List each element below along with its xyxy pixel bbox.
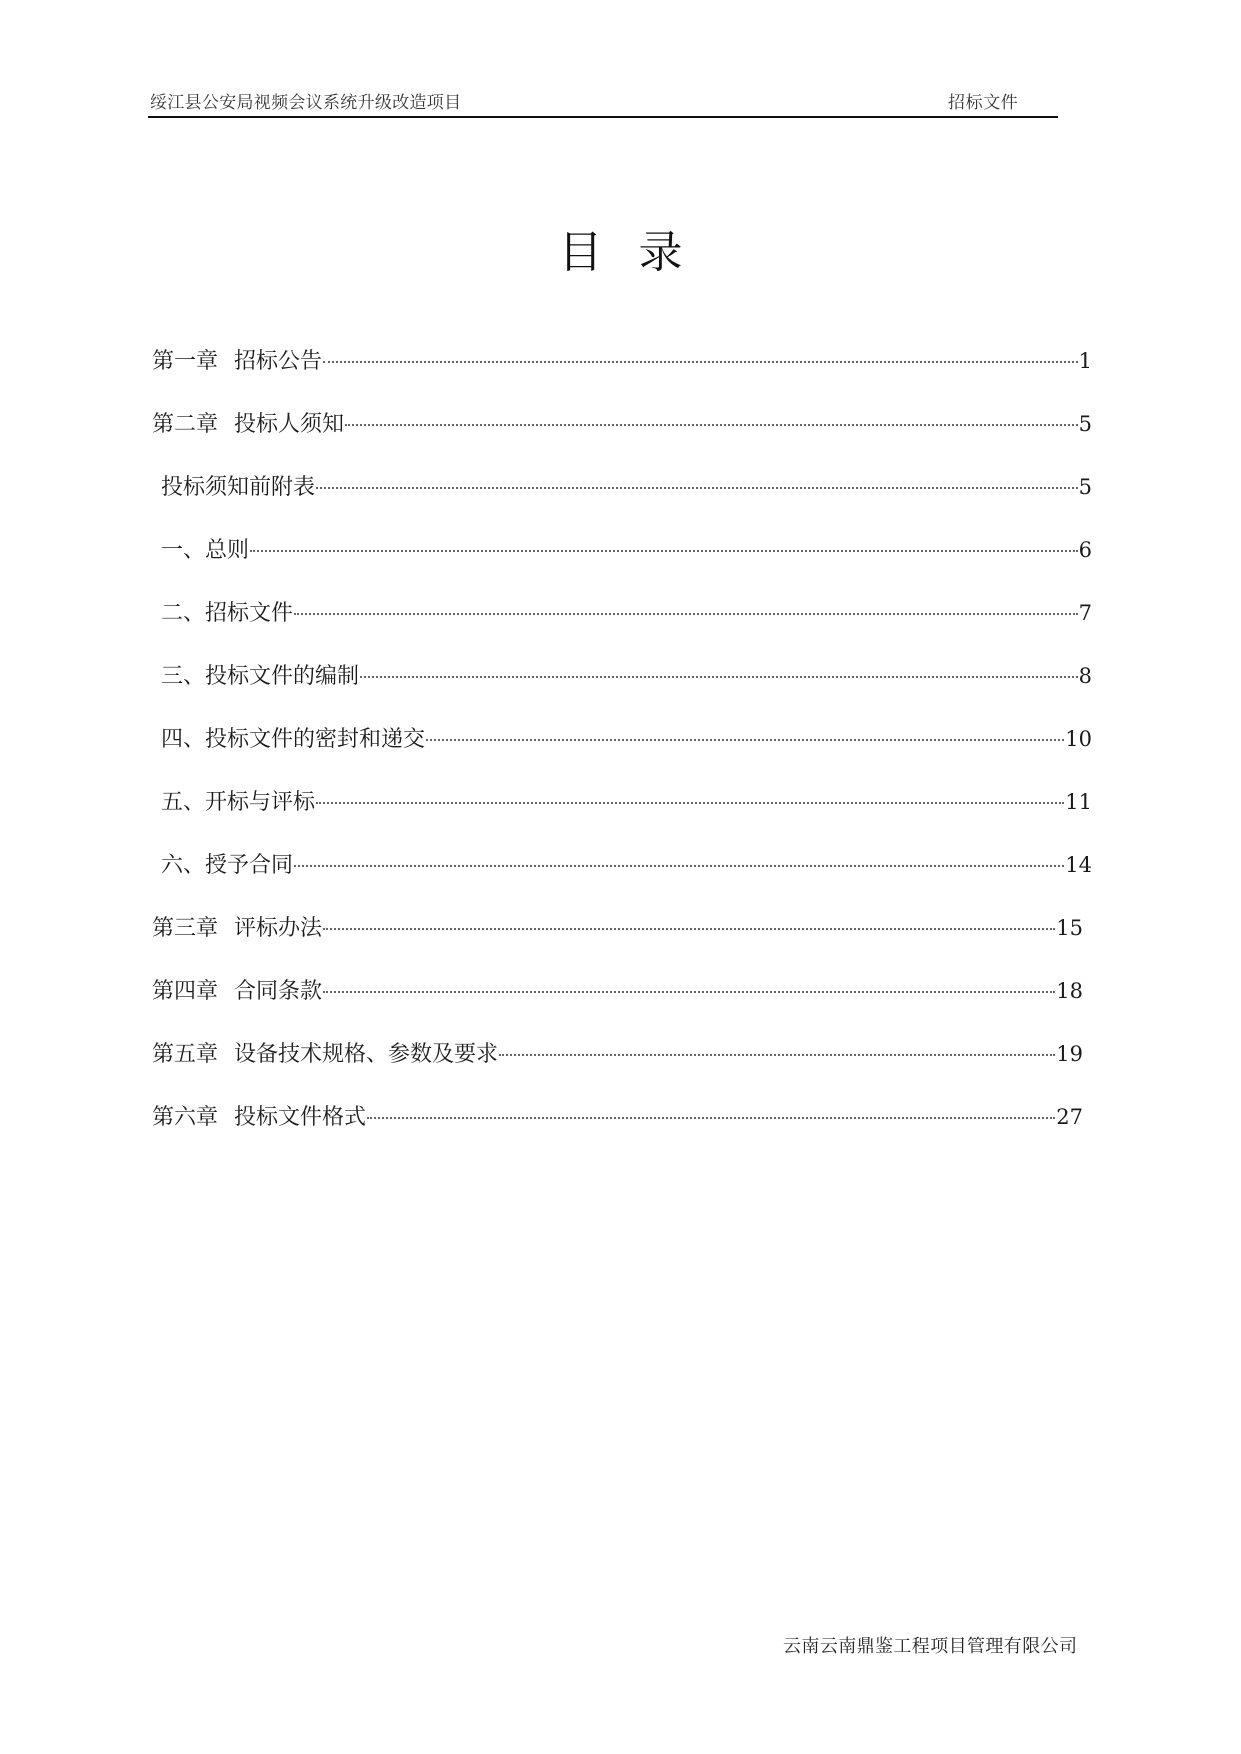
toc-page-number: 1 xyxy=(1078,349,1092,373)
dot-leader xyxy=(323,361,1078,363)
toc-item-label: 三、投标文件的编制 xyxy=(161,664,360,689)
toc-page-number: 5 xyxy=(1078,475,1092,499)
toc-item-bid-preparation[interactable] xyxy=(152,659,1092,722)
toc-chapter-number: 第三章 xyxy=(152,916,219,941)
toc-page-number: 6 xyxy=(1078,538,1092,562)
dot-leader xyxy=(294,613,1078,615)
toc-item-text xyxy=(152,911,322,942)
toc-page-number: 14 xyxy=(1065,853,1092,877)
toc-item-label: 投标须知前附表 xyxy=(161,475,316,500)
toc-item-label: 四、投标文件的密封和递交 xyxy=(161,727,426,752)
toc-item-text xyxy=(152,1037,498,1068)
toc-item-opening-evaluation[interactable] xyxy=(152,785,1092,848)
footer-company-name: 云南云南鼎鉴工程项目管理有限公司 xyxy=(783,1636,1078,1657)
dot-leader xyxy=(323,991,1055,993)
dot-leader xyxy=(294,865,1064,867)
toc-item-text xyxy=(152,1100,366,1131)
toc-item-text xyxy=(152,407,344,438)
toc-chapter-number: 第五章 xyxy=(152,1042,219,1067)
toc-page-number: 18 xyxy=(1056,979,1083,1003)
header-document-type: 招标文件 xyxy=(948,93,1019,113)
toc-page-number: 8 xyxy=(1078,664,1092,688)
dot-leader xyxy=(316,487,1078,489)
toc-page-number: 27 xyxy=(1056,1105,1083,1129)
toc-item-sealing-submission[interactable] xyxy=(152,722,1092,785)
toc-item-tender-docs[interactable] xyxy=(152,596,1092,659)
dot-leader xyxy=(323,928,1055,930)
toc-item-chapter-4[interactable] xyxy=(152,974,1083,1037)
toc-title: 目录 xyxy=(558,227,719,278)
dot-leader xyxy=(345,424,1078,426)
toc-item-chapter-6[interactable] xyxy=(152,1100,1083,1163)
toc-item-front-table[interactable] xyxy=(152,470,1092,533)
dot-leader xyxy=(316,802,1064,804)
toc-page-number: 15 xyxy=(1056,916,1083,940)
toc-item-label: 一、总则 xyxy=(161,538,250,563)
dot-leader xyxy=(426,739,1064,741)
toc-item-label: 合同条款 xyxy=(234,979,323,1004)
toc-chapter-number: 第四章 xyxy=(152,979,219,1004)
page-header xyxy=(148,86,1058,118)
toc-item-label: 六、授予合同 xyxy=(161,853,294,878)
toc-page-number: 7 xyxy=(1078,601,1092,625)
toc-item-label: 设备技术规格、参数及要求 xyxy=(234,1042,499,1067)
toc-page-number: 10 xyxy=(1065,727,1092,751)
toc-item-text xyxy=(152,974,322,1005)
header-project-name: 绥江县公安局视频会议系统升级改造项目 xyxy=(150,93,462,113)
toc-item-chapter-1[interactable] xyxy=(152,344,1092,407)
toc-item-chapter-2[interactable] xyxy=(152,407,1092,470)
toc-page-number: 5 xyxy=(1078,412,1092,436)
toc-item-general[interactable] xyxy=(152,533,1092,596)
toc-item-label: 招标公告 xyxy=(234,349,323,374)
toc-chapter-number: 第六章 xyxy=(152,1105,219,1130)
toc-chapter-number: 第二章 xyxy=(152,412,219,437)
toc-item-label: 投标人须知 xyxy=(234,412,345,437)
dot-leader xyxy=(360,676,1078,678)
table-of-contents xyxy=(152,344,1092,1163)
toc-chapter-number: 第一章 xyxy=(152,349,219,374)
toc-item-label: 二、招标文件 xyxy=(161,601,294,626)
toc-page-number: 11 xyxy=(1065,790,1092,814)
toc-item-label: 五、开标与评标 xyxy=(161,790,316,815)
toc-item-label: 投标文件格式 xyxy=(234,1105,367,1130)
toc-item-chapter-3[interactable] xyxy=(152,911,1083,974)
toc-item-label: 评标办法 xyxy=(234,916,323,941)
toc-item-award-contract[interactable] xyxy=(152,848,1092,911)
dot-leader xyxy=(367,1117,1055,1119)
dot-leader xyxy=(250,550,1078,552)
toc-page-number: 19 xyxy=(1056,1042,1083,1066)
toc-item-chapter-5[interactable] xyxy=(152,1037,1083,1100)
dot-leader xyxy=(499,1054,1055,1056)
toc-item-text xyxy=(152,344,322,375)
